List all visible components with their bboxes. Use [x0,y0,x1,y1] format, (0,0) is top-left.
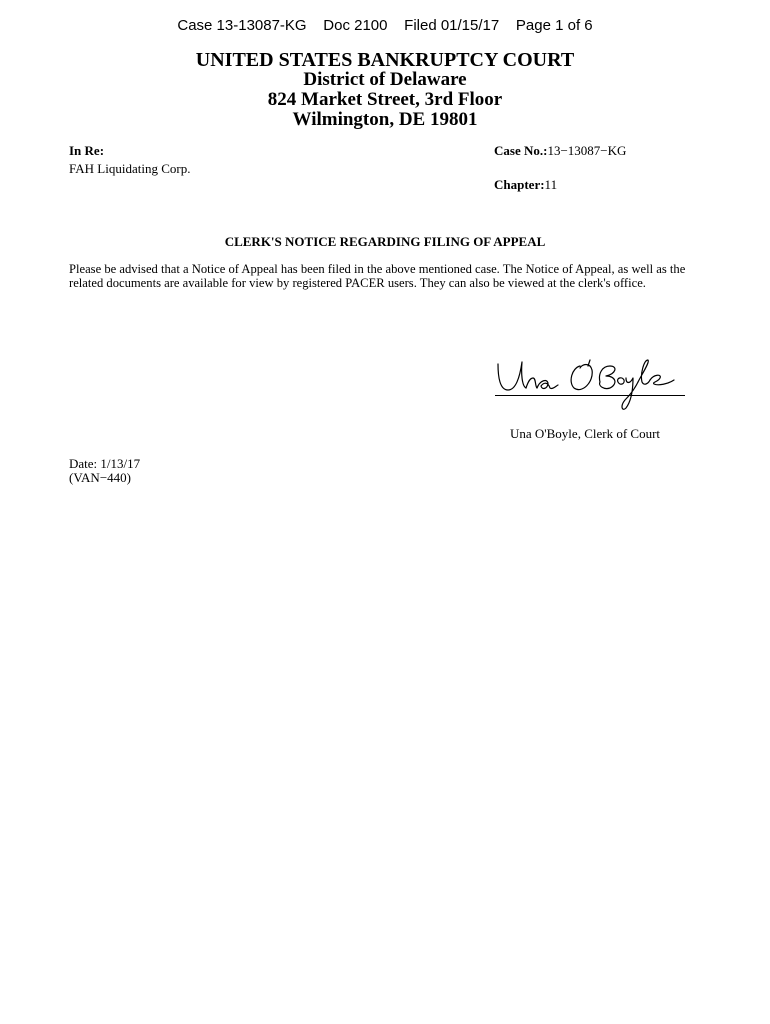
court-name: UNITED STATES BANKRUPTCY COURT [195,49,575,71]
notice-date: Date: 1/13/17 [69,456,141,471]
signature-line [495,395,685,396]
case-number-value: 13−13087−KG [547,143,627,158]
case-number [494,143,626,159]
handwritten-signature [492,352,692,414]
form-code: (VAN−440) [69,470,131,485]
chapter [494,177,557,193]
court-city: Wilmington, DE 19801 [292,109,478,130]
court-header [0,50,770,130]
filing-stamp: Case 13-13087-KG Doc 2100 Filed 01/15/17 Page 1 of 6 [177,17,593,34]
chapter-value: 11 [544,177,558,192]
court-district: District of Delaware [303,69,467,90]
case-number-label: Case No.: [494,143,548,158]
notice-title: CLERK'S NOTICE REGARDING FILING OF APPEAL [224,234,546,249]
notice-body: Please be advised that a Notice of Appeal has been filed in the above mentioned case. The Notice of Appeal, as well as the related documents are available for view by registered PACER users. They can also be viewed at the clerk's office. [69,262,686,290]
debtor-name: FAH Liquidating Corp. [69,161,191,176]
chapter-label: Chapter: [494,177,545,192]
in-re-label: In Re: [69,143,105,158]
signer-name: Una O'Boyle, Clerk of Court [510,426,661,441]
court-street-address: 824 Market Street, 3rd Floor [267,89,503,110]
